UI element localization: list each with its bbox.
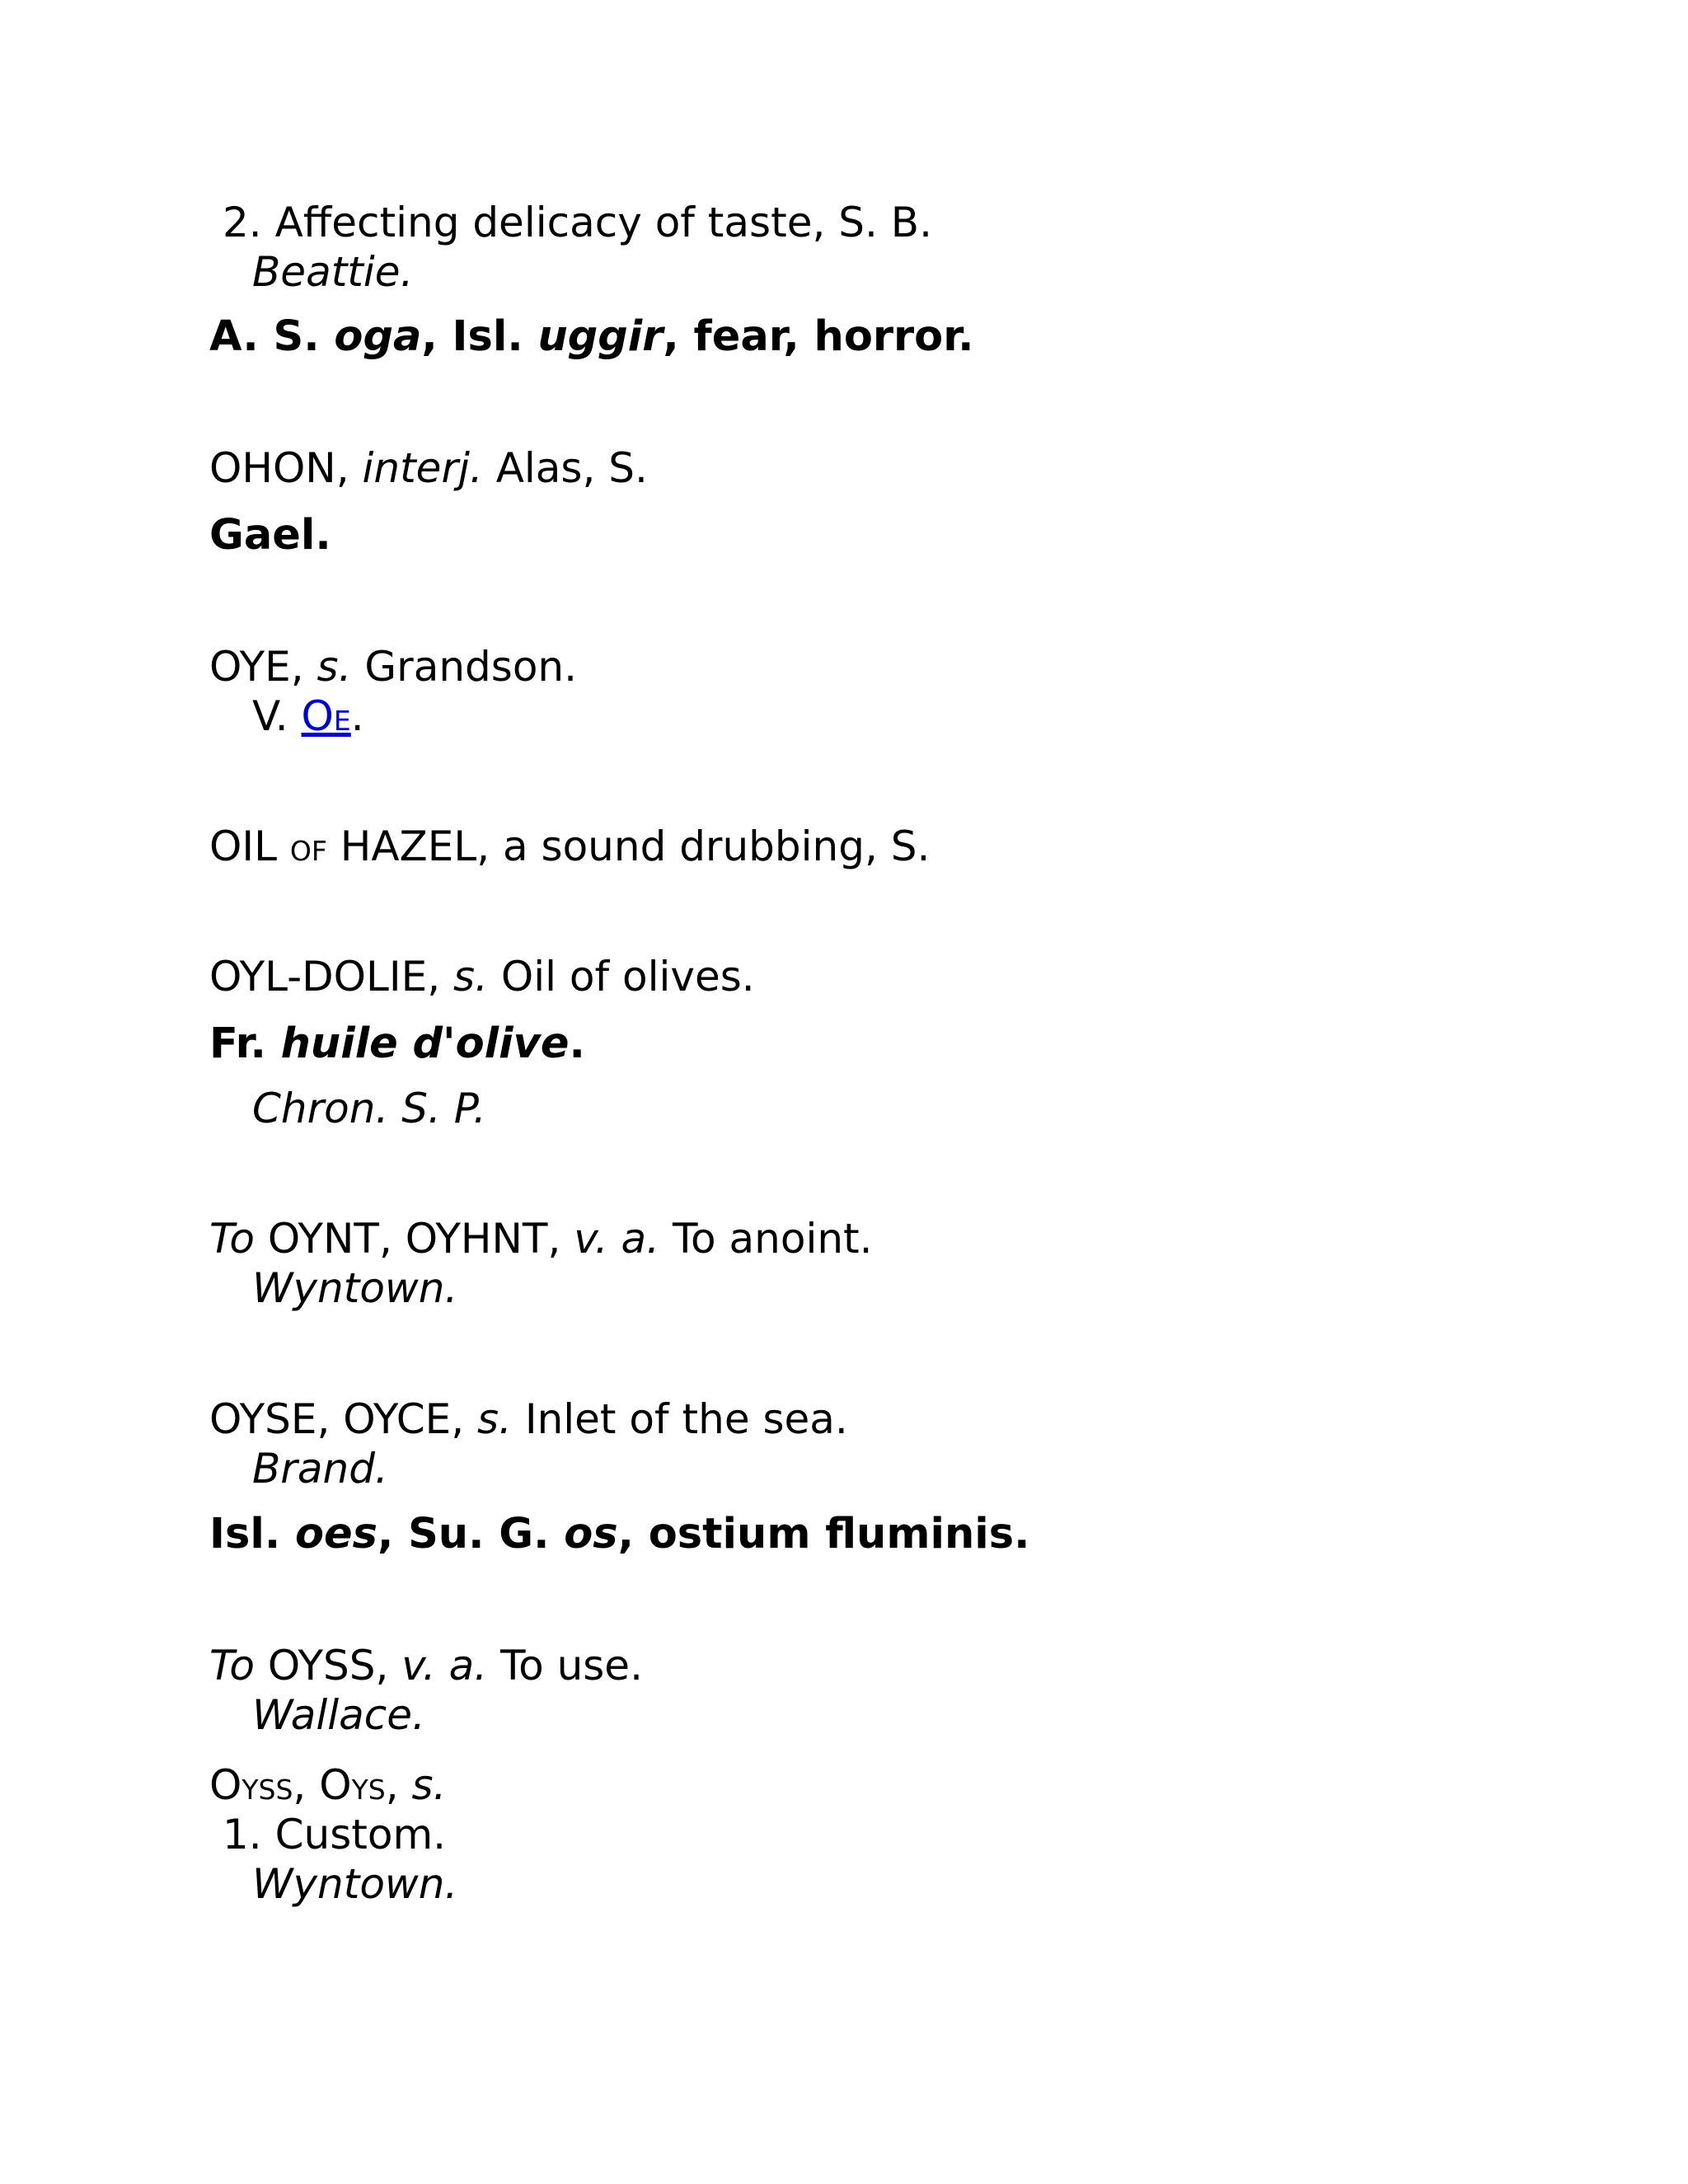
etymology-text: Isl. <box>209 1510 295 1558</box>
part-of-speech: v. a. <box>574 1215 660 1263</box>
source-text: Wyntown. <box>252 1860 458 1908</box>
headword: OYE, <box>209 643 317 691</box>
link-capital: O <box>301 692 334 740</box>
cross-reference-prefix: V. <box>252 692 302 740</box>
source-citation <box>252 248 414 296</box>
definition-text: Inlet of the sea. <box>511 1395 848 1443</box>
source-citation <box>252 1860 458 1908</box>
entry-headline <box>209 953 755 1001</box>
etymology-text: , ostium fluminis. <box>617 1510 1030 1558</box>
etymology-word: os <box>564 1510 618 1558</box>
etymology-line <box>209 312 974 361</box>
verb-marker: To <box>209 1642 255 1690</box>
cross-reference-link[interactable] <box>302 692 351 740</box>
verb-marker: To <box>209 1215 255 1263</box>
entry-headline <box>209 1642 643 1690</box>
definition-text: Oil of olives. <box>487 953 755 1001</box>
headword: OYSE, OYCE, <box>209 1395 477 1443</box>
definition-text: To anoint. <box>659 1215 873 1263</box>
etymology-word: huile d'olive <box>280 1019 570 1068</box>
etymology-line <box>209 1510 1030 1558</box>
source-citation <box>252 1445 388 1493</box>
headword: OHON, <box>209 444 363 492</box>
part-of-speech: s. <box>411 1761 447 1809</box>
separator: , <box>385 1761 412 1809</box>
etymology-text: , fear, horror. <box>663 312 974 361</box>
entry-headline <box>209 1215 873 1263</box>
headword: OYL-DOLIE, <box>209 953 454 1001</box>
part-of-speech: s. <box>453 953 488 1001</box>
source-citation <box>252 1691 425 1739</box>
etymology-text: Gael. <box>209 511 331 560</box>
part-of-speech: s. <box>316 643 352 691</box>
separator: , <box>293 1761 320 1809</box>
etymology-line <box>209 511 331 560</box>
etymology-line <box>209 1019 585 1068</box>
source-text: Brand. <box>252 1445 388 1493</box>
source-citation <box>252 1085 486 1132</box>
etymology-text: . <box>569 1019 585 1068</box>
entry-headline <box>209 643 577 691</box>
headword-capital: O <box>319 1761 352 1809</box>
etymology-word: oga <box>334 312 422 361</box>
headword-small-caps: OF <box>289 835 327 867</box>
definition-text: 2. Affecting delicacy of taste, S. B. <box>223 199 932 246</box>
source-text: Chron. S. P. <box>252 1085 486 1132</box>
etymology-word: uggir <box>537 312 663 361</box>
source-text: Beattie. <box>252 248 414 296</box>
headword: OYNT, OYHNT, <box>254 1215 574 1263</box>
headword: OYSS, <box>254 1642 402 1690</box>
part-of-speech: s. <box>477 1395 512 1443</box>
cross-reference-suffix: . <box>350 692 364 740</box>
etymology-text: , Su. G. <box>377 1510 565 1558</box>
etymology-text: A. S. <box>209 312 335 361</box>
definition-text: Grandson. <box>351 643 577 691</box>
cross-reference-line <box>252 692 364 740</box>
headword: OIL <box>209 823 290 870</box>
etymology-text: , Isl. <box>421 312 538 361</box>
part-of-speech: v. a. <box>401 1642 488 1690</box>
link-small-caps: E <box>333 705 351 737</box>
headword-capital: O <box>209 1761 242 1809</box>
entry-headline <box>209 1395 848 1443</box>
headword-small-caps: YS <box>351 1774 386 1806</box>
entry-headline <box>209 823 931 870</box>
sense-line <box>223 1811 447 1858</box>
entry-headline <box>209 444 648 492</box>
etymology-text: Fr. <box>209 1019 281 1068</box>
definition-text: To use. <box>487 1642 643 1690</box>
source-text: Wallace. <box>252 1691 425 1739</box>
source-citation <box>252 1264 458 1312</box>
part-of-speech: interj. <box>362 444 483 492</box>
source-text: Wyntown. <box>252 1264 458 1312</box>
entry-headline <box>209 1761 447 1809</box>
definition-text: HAZEL, a sound drubbing, S. <box>326 823 931 870</box>
definition-text: 1. Custom. <box>223 1811 447 1858</box>
headword-small-caps: YSS <box>241 1774 293 1806</box>
definition-text: Alas, S. <box>482 444 648 492</box>
etymology-word: oes <box>294 1510 377 1558</box>
sense-line <box>223 199 932 246</box>
